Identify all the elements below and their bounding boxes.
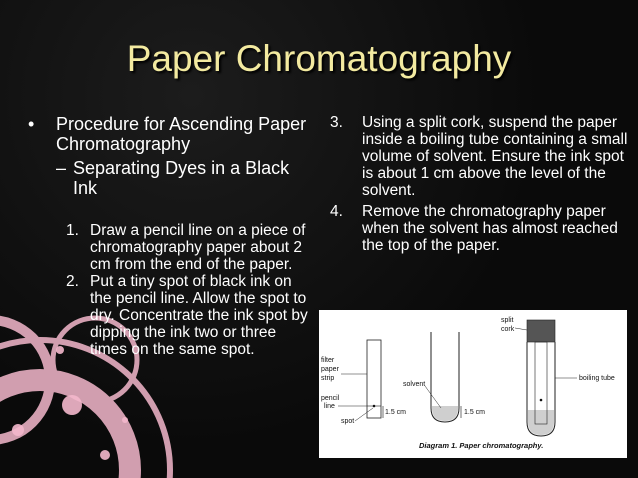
label-solvent: solvent [403, 381, 426, 388]
left-column [28, 114, 308, 358]
step-number: 4. [330, 203, 343, 220]
step-number: 3. [330, 114, 343, 131]
diagram-caption: Diagram 1. Paper chromatography. [419, 441, 544, 450]
label-filter: filter [321, 357, 335, 364]
label-paper: paper [321, 366, 339, 373]
right-column [330, 114, 630, 254]
slide-title: Paper Chromatography [126, 38, 512, 79]
label-strip: strip [321, 375, 335, 382]
split-cork [527, 320, 555, 342]
sub-bullet-marker: – [56, 158, 67, 178]
bullet-marker: • [28, 114, 35, 134]
step-number: 2. [66, 273, 79, 290]
solvent-liquid [432, 406, 458, 421]
step-number: 1. [66, 222, 79, 239]
label-spot: spot [341, 418, 355, 425]
label-dim-a: 1.5 cm [385, 409, 407, 416]
step-1 [66, 222, 308, 273]
bullet-text: Procedure for Ascending Paper Chromatography [56, 114, 307, 154]
label-split: split [501, 317, 514, 324]
step-text: Draw a pencil line on a piece of chromatography paper about 2 cm from the end of the paper. [90, 222, 306, 273]
bullet-procedure [28, 114, 308, 154]
step-4 [330, 203, 630, 254]
sub-bullet-text: Separating Dyes in a Black Ink [73, 158, 290, 198]
sub-bullet-separating [56, 158, 308, 198]
label-dim-b: 1.5 cm [464, 409, 486, 416]
step-2 [66, 273, 308, 358]
label-boiling-tube: boiling tube [579, 375, 615, 382]
ink-spot [373, 405, 376, 408]
label-line: line [324, 403, 335, 410]
label-cork: cork [501, 326, 515, 333]
chromatography-diagram [319, 310, 627, 458]
step-3 [330, 114, 630, 199]
step-text: Put a tiny spot of black ink on the pencil line. Allow the spot to dry. Concentrate the ink spot by dipping the ink two or three times on the same spot. [90, 273, 308, 358]
step-text: Using a split cork, suspend the paper inside a boiling tube containing a small volume of solvent. Ensure the ink spot is about 1 cm above the level of the solvent. [362, 114, 628, 199]
step-text: Remove the chromatography paper when the solvent has almost reached the top of the paper. [362, 203, 618, 254]
label-pencil: pencil [321, 395, 340, 402]
